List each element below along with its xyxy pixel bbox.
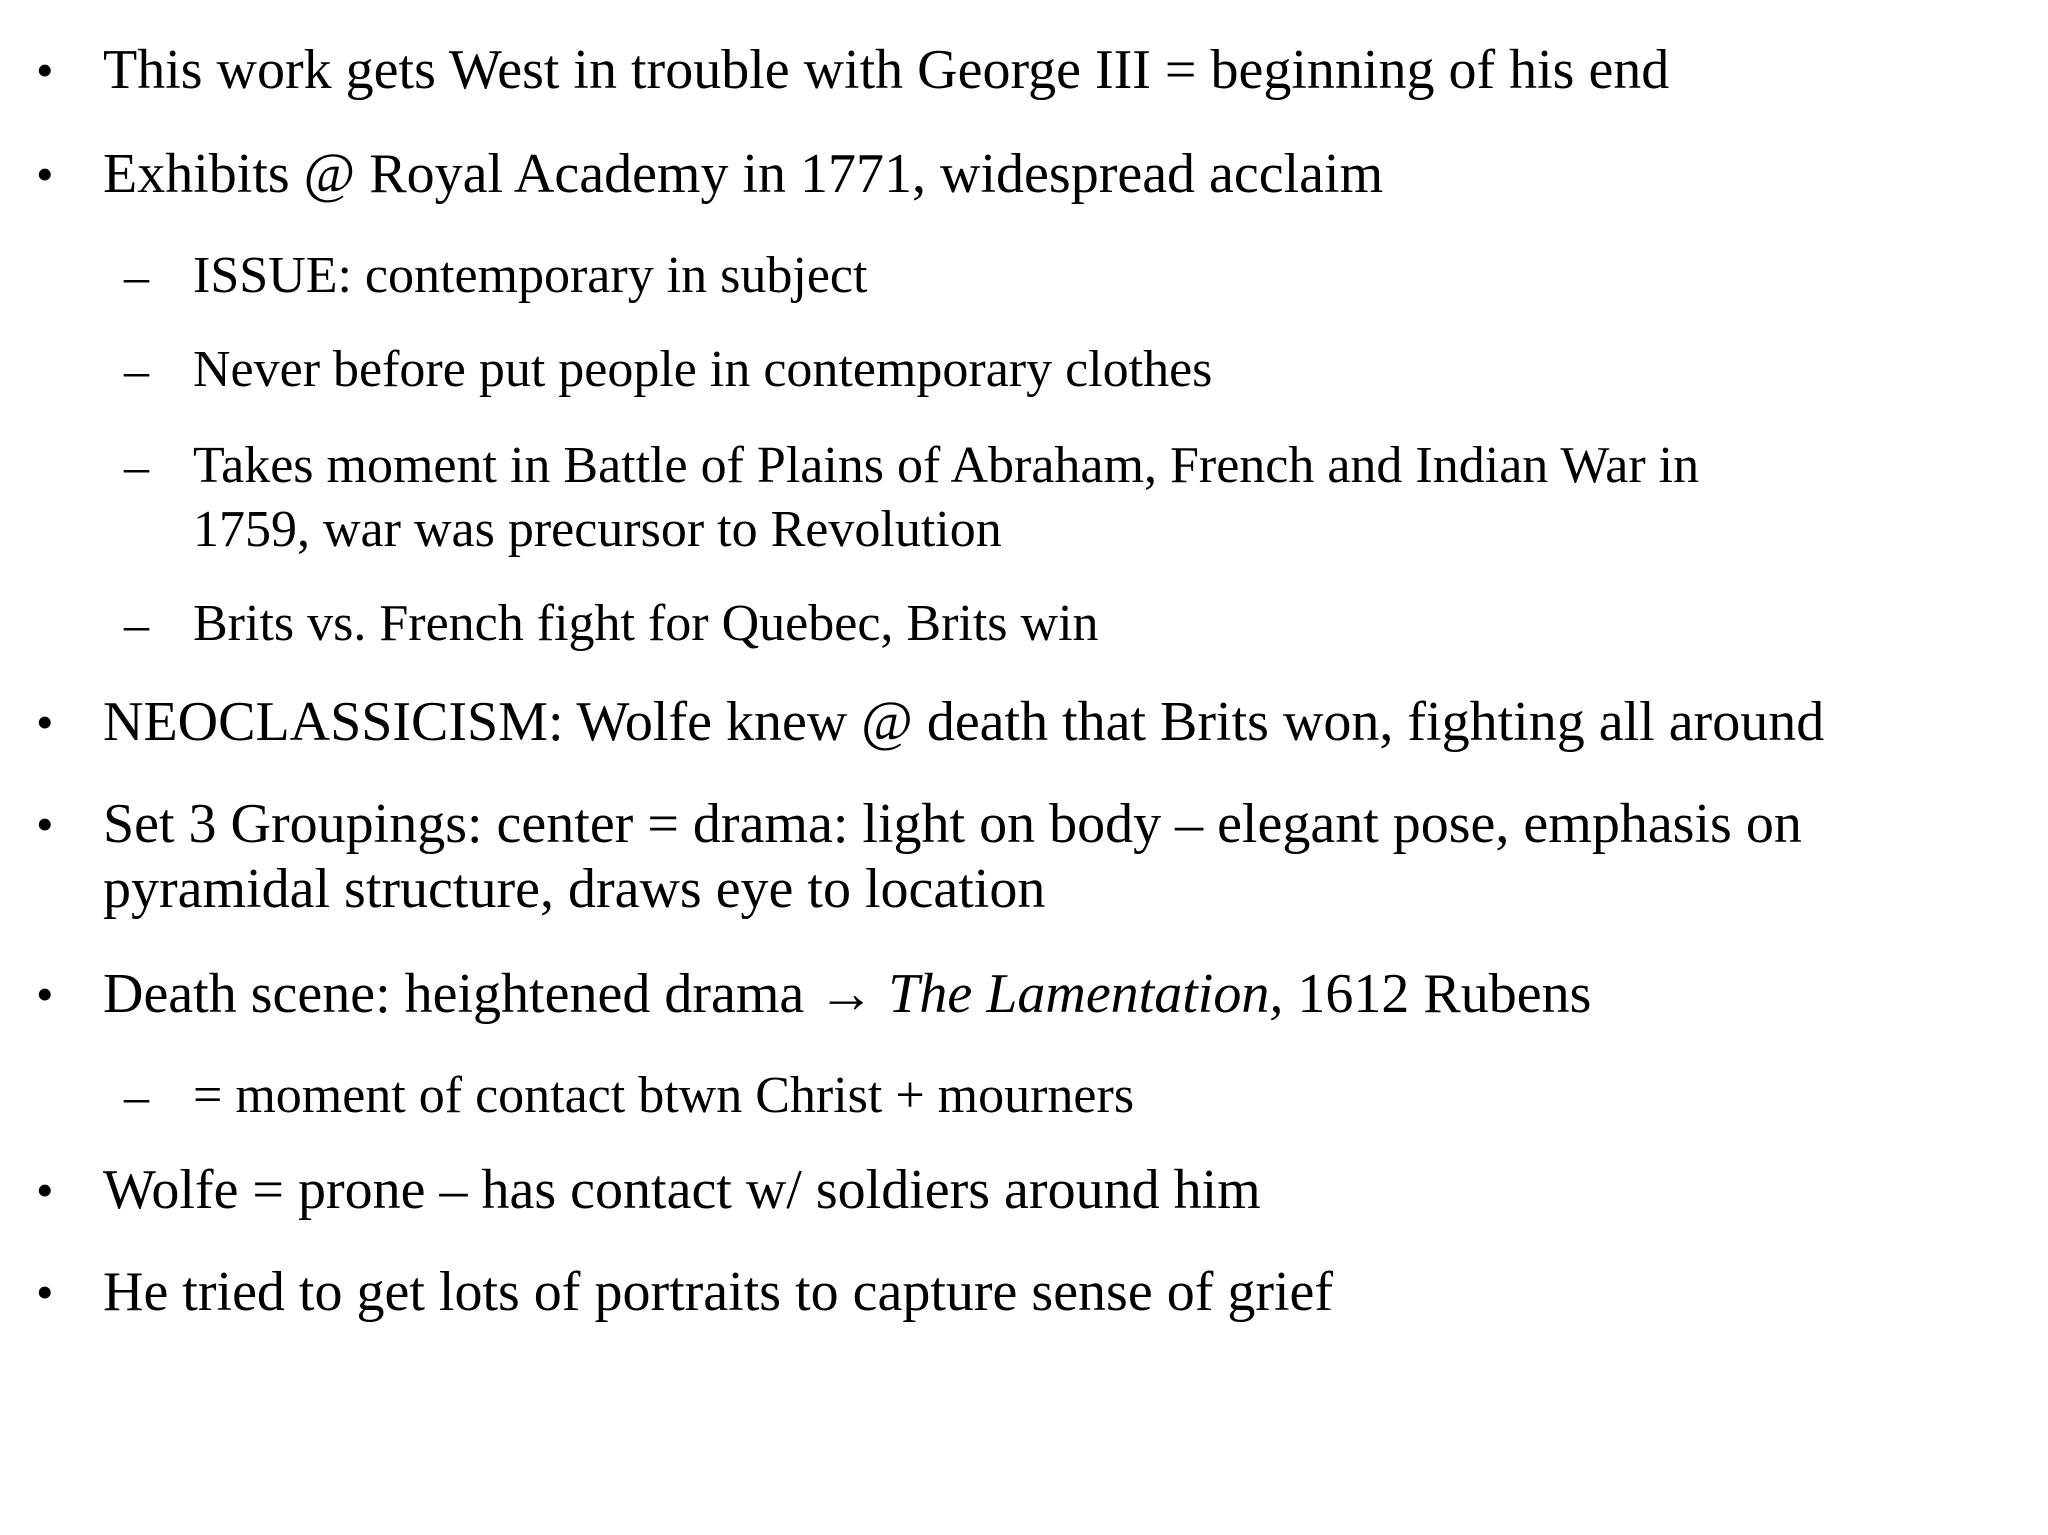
sub-bullet-text-line2: 1759, war was precursor to Revolution	[193, 501, 1002, 558]
sub-bullet-item	[193, 434, 1699, 562]
sub-bullet-text-line1: – Takes moment in Battle of Plains of Abraham, French and Indian War in	[193, 437, 1700, 494]
bullet-text-after: 1612 Rubens	[1283, 963, 1592, 1025]
bullet-item	[103, 1158, 1261, 1223]
bullet-text: NEOCLASSICISM: Wolfe knew @ death that Brits won, fighting all around	[103, 691, 1825, 753]
sub-bullet-text: ISSUE: contemporary in subject	[193, 247, 868, 304]
sub-bullet-item	[193, 1064, 1134, 1128]
bullet-text-line2: pyramidal structure, draws eye to location	[103, 858, 1046, 920]
bullet-item	[103, 38, 1669, 103]
bullet-text: Exhibits @ Royal Academy in 1771, widespread acclaim	[103, 143, 1384, 205]
bullet-text-line1: • Set 3 Groupings: center = drama: light on body – elegant pose, emphasis on	[103, 793, 1802, 855]
bullet-item	[103, 962, 1591, 1027]
bullet-item	[103, 690, 1824, 755]
sub-bullet-text: = moment of contact btwn Christ + mourners	[193, 1067, 1135, 1124]
bullet-item	[103, 142, 1383, 207]
bullet-text: He tried to get lots of portraits to capture sense of grief	[103, 1261, 1334, 1323]
sub-bullet-item	[193, 244, 867, 308]
bullet-item	[103, 1260, 1333, 1325]
bullet-text: This work gets West in trouble with George III = beginning of his end	[103, 39, 1670, 101]
sub-bullet-text: Brits vs. French fight for Quebec, Brits win	[193, 595, 1099, 652]
artwork-title: The Lamentation,	[888, 963, 1284, 1025]
bullet-item	[103, 792, 1802, 922]
sub-bullet-text: Never before put people in contemporary clothes	[193, 341, 1213, 398]
bullet-text-before: Death scene: heightened drama →	[103, 963, 889, 1025]
bullet-text: Wolfe = prone – has contact w/ soldiers around him	[103, 1159, 1261, 1221]
sub-bullet-item	[193, 592, 1099, 656]
sub-bullet-item	[193, 338, 1212, 402]
